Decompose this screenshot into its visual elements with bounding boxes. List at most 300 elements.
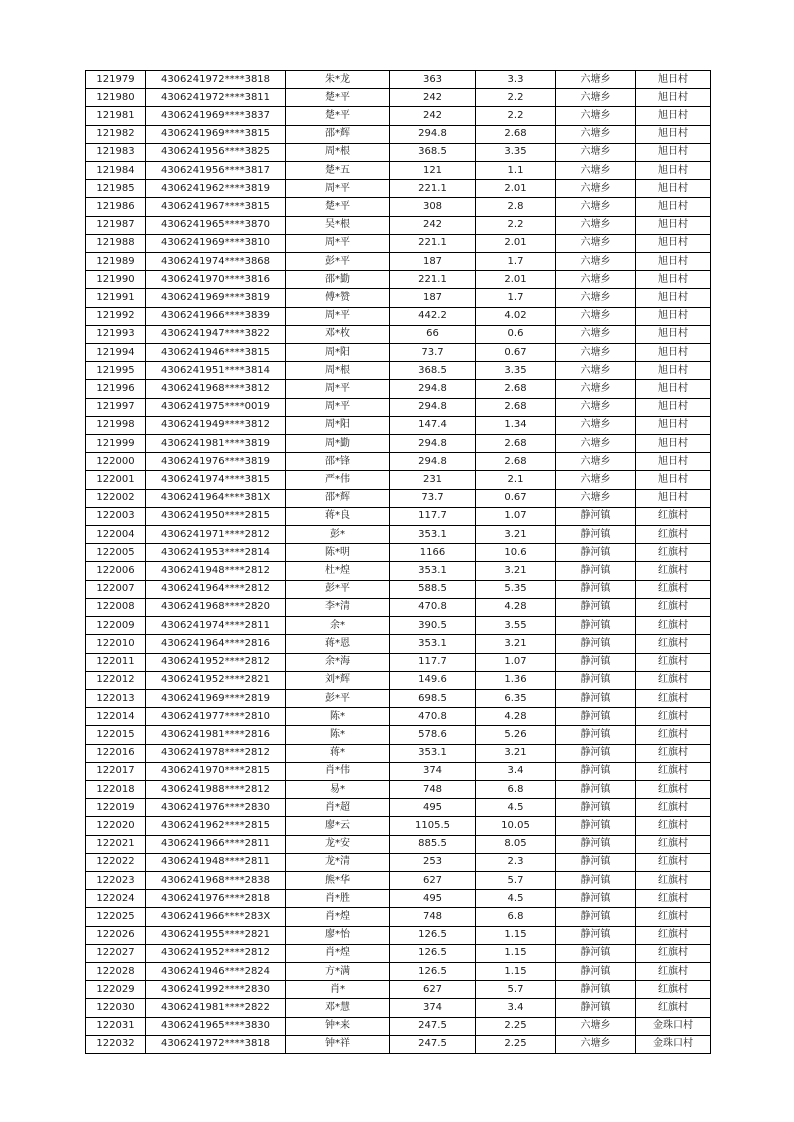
cell-id-number: 4306241966****283X	[146, 908, 286, 926]
cell-village: 红旗村	[636, 817, 711, 835]
cell-id-number: 4306241972****3818	[146, 71, 286, 89]
cell-township: 六塘乡	[556, 1017, 636, 1035]
cell-id-number: 4306241962****3819	[146, 180, 286, 198]
cell-area: 2.68	[476, 380, 556, 398]
cell-seq: 122012	[86, 671, 146, 689]
cell-village: 红旗村	[636, 617, 711, 635]
cell-village: 旭日村	[636, 253, 711, 271]
cell-township: 静河镇	[556, 962, 636, 980]
cell-area: 2.68	[476, 125, 556, 143]
table-row	[86, 435, 711, 453]
cell-village: 红旗村	[636, 780, 711, 798]
cell-seq: 122029	[86, 981, 146, 999]
cell-area: 4.5	[476, 890, 556, 908]
cell-id-number: 4306241975****0019	[146, 398, 286, 416]
cell-township: 静河镇	[556, 762, 636, 780]
cell-name: 蒋*良	[286, 507, 390, 525]
cell-name: 邵*勤	[286, 271, 390, 289]
cell-village: 红旗村	[636, 635, 711, 653]
cell-id-number: 4306241964****2812	[146, 580, 286, 598]
cell-area: 3.21	[476, 635, 556, 653]
table-row	[86, 143, 711, 161]
cell-township: 六塘乡	[556, 143, 636, 161]
cell-area: 1.07	[476, 507, 556, 525]
cell-area: 3.35	[476, 143, 556, 161]
cell-id-number: 4306241955****2821	[146, 926, 286, 944]
cell-id-number: 4306241964****2816	[146, 635, 286, 653]
cell-area: 1.34	[476, 416, 556, 434]
cell-name: 陈*	[286, 708, 390, 726]
cell-name: 余*	[286, 617, 390, 635]
table-row	[86, 544, 711, 562]
cell-amount: 1105.5	[390, 817, 476, 835]
cell-id-number: 4306241952****2812	[146, 653, 286, 671]
table-row	[86, 180, 711, 198]
cell-village: 旭日村	[636, 380, 711, 398]
cell-id-number: 4306241976****2818	[146, 890, 286, 908]
cell-village: 旭日村	[636, 307, 711, 325]
cell-township: 静河镇	[556, 835, 636, 853]
cell-township: 六塘乡	[556, 416, 636, 434]
cell-area: 5.26	[476, 726, 556, 744]
cell-name: 邵*辉	[286, 489, 390, 507]
cell-village: 旭日村	[636, 107, 711, 125]
table-row	[86, 489, 711, 507]
cell-id-number: 4306241972****3818	[146, 1035, 286, 1053]
cell-amount: 73.7	[390, 344, 476, 362]
cell-area: 4.28	[476, 598, 556, 616]
cell-village: 红旗村	[636, 926, 711, 944]
cell-name: 陈*明	[286, 544, 390, 562]
cell-township: 静河镇	[556, 708, 636, 726]
cell-township: 静河镇	[556, 689, 636, 707]
cell-name: 周*平	[286, 234, 390, 252]
cell-id-number: 4306241966****2811	[146, 835, 286, 853]
cell-area: 3.21	[476, 526, 556, 544]
cell-amount: 698.5	[390, 689, 476, 707]
cell-amount: 353.1	[390, 562, 476, 580]
cell-name: 吴*根	[286, 216, 390, 234]
table-row	[86, 744, 711, 762]
cell-id-number: 4306241968****2838	[146, 871, 286, 889]
cell-amount: 1166	[390, 544, 476, 562]
cell-name: 陈*	[286, 726, 390, 744]
cell-area: 10.6	[476, 544, 556, 562]
cell-id-number: 4306241969****3815	[146, 125, 286, 143]
cell-area: 3.21	[476, 744, 556, 762]
cell-village: 旭日村	[636, 435, 711, 453]
cell-id-number: 4306241978****2812	[146, 744, 286, 762]
table-row	[86, 635, 711, 653]
cell-area: 1.15	[476, 944, 556, 962]
cell-village: 旭日村	[636, 362, 711, 380]
table-row	[86, 981, 711, 999]
cell-seq: 122022	[86, 853, 146, 871]
cell-area: 3.55	[476, 617, 556, 635]
cell-area: 2.2	[476, 107, 556, 125]
cell-area: 0.67	[476, 344, 556, 362]
cell-area: 1.7	[476, 253, 556, 271]
table-row	[86, 125, 711, 143]
cell-area: 3.4	[476, 762, 556, 780]
table-row	[86, 653, 711, 671]
cell-name: 楚*五	[286, 162, 390, 180]
cell-amount: 247.5	[390, 1035, 476, 1053]
cell-township: 六塘乡	[556, 362, 636, 380]
cell-amount: 221.1	[390, 234, 476, 252]
cell-township: 静河镇	[556, 817, 636, 835]
cell-id-number: 4306241952****2821	[146, 671, 286, 689]
cell-township: 静河镇	[556, 617, 636, 635]
cell-id-number: 4306241977****2810	[146, 708, 286, 726]
cell-seq: 121996	[86, 380, 146, 398]
cell-area: 4.28	[476, 708, 556, 726]
cell-village: 红旗村	[636, 762, 711, 780]
cell-seq: 122030	[86, 999, 146, 1017]
table-row	[86, 562, 711, 580]
cell-village: 红旗村	[636, 544, 711, 562]
cell-seq: 121985	[86, 180, 146, 198]
cell-name: 楚*平	[286, 89, 390, 107]
table-row	[86, 689, 711, 707]
cell-seq: 122007	[86, 580, 146, 598]
cell-id-number: 4306241967****3815	[146, 198, 286, 216]
cell-id-number: 4306241981****2822	[146, 999, 286, 1017]
cell-name: 肖*伟	[286, 762, 390, 780]
cell-village: 红旗村	[636, 962, 711, 980]
cell-name: 龙*清	[286, 853, 390, 871]
cell-area: 0.6	[476, 325, 556, 343]
table-row	[86, 362, 711, 380]
table-row	[86, 617, 711, 635]
cell-amount: 66	[390, 325, 476, 343]
cell-village: 旭日村	[636, 271, 711, 289]
cell-amount: 748	[390, 908, 476, 926]
cell-name: 彭*平	[286, 253, 390, 271]
cell-township: 六塘乡	[556, 344, 636, 362]
cell-township: 静河镇	[556, 890, 636, 908]
cell-village: 旭日村	[636, 180, 711, 198]
cell-name: 楚*平	[286, 107, 390, 125]
cell-township: 六塘乡	[556, 180, 636, 198]
cell-village: 旭日村	[636, 216, 711, 234]
cell-seq: 122014	[86, 708, 146, 726]
table-row	[86, 726, 711, 744]
cell-amount: 294.8	[390, 435, 476, 453]
cell-township: 六塘乡	[556, 307, 636, 325]
cell-amount: 368.5	[390, 143, 476, 161]
cell-seq: 122017	[86, 762, 146, 780]
cell-id-number: 4306241965****3830	[146, 1017, 286, 1035]
cell-township: 静河镇	[556, 871, 636, 889]
cell-area: 3.4	[476, 999, 556, 1017]
cell-id-number: 4306241949****3812	[146, 416, 286, 434]
cell-amount: 73.7	[390, 489, 476, 507]
cell-id-number: 4306241950****2815	[146, 507, 286, 525]
cell-name: 肖*	[286, 981, 390, 999]
cell-township: 静河镇	[556, 799, 636, 817]
cell-township: 六塘乡	[556, 271, 636, 289]
cell-township: 静河镇	[556, 635, 636, 653]
cell-area: 0.67	[476, 489, 556, 507]
cell-amount: 121	[390, 162, 476, 180]
cell-name: 彭*平	[286, 580, 390, 598]
table-row	[86, 471, 711, 489]
cell-id-number: 4306241981****2816	[146, 726, 286, 744]
cell-seq: 121979	[86, 71, 146, 89]
cell-seq: 121994	[86, 344, 146, 362]
cell-name: 傅*赞	[286, 289, 390, 307]
cell-amount: 126.5	[390, 962, 476, 980]
cell-area: 3.21	[476, 562, 556, 580]
table-row	[86, 253, 711, 271]
cell-village: 旭日村	[636, 325, 711, 343]
cell-seq: 121986	[86, 198, 146, 216]
cell-name: 易*	[286, 780, 390, 798]
cell-seq: 122019	[86, 799, 146, 817]
cell-township: 静河镇	[556, 580, 636, 598]
cell-name: 方*满	[286, 962, 390, 980]
cell-seq: 122011	[86, 653, 146, 671]
cell-area: 2.01	[476, 271, 556, 289]
table-row	[86, 580, 711, 598]
table-row	[86, 307, 711, 325]
table-row	[86, 944, 711, 962]
cell-id-number: 4306241971****2812	[146, 526, 286, 544]
cell-seq: 122028	[86, 962, 146, 980]
cell-amount: 242	[390, 107, 476, 125]
data-table	[85, 70, 711, 1054]
cell-village: 红旗村	[636, 908, 711, 926]
cell-village: 红旗村	[636, 835, 711, 853]
cell-area: 5.7	[476, 871, 556, 889]
cell-seq: 122032	[86, 1035, 146, 1053]
cell-seq: 121995	[86, 362, 146, 380]
cell-village: 旭日村	[636, 344, 711, 362]
cell-township: 六塘乡	[556, 1035, 636, 1053]
cell-area: 6.8	[476, 780, 556, 798]
cell-name: 熊*华	[286, 871, 390, 889]
cell-amount: 588.5	[390, 580, 476, 598]
cell-seq: 121993	[86, 325, 146, 343]
cell-area: 2.2	[476, 89, 556, 107]
table-row	[86, 962, 711, 980]
cell-seq: 121997	[86, 398, 146, 416]
cell-seq: 122005	[86, 544, 146, 562]
cell-name: 周*根	[286, 143, 390, 161]
cell-id-number: 4306241968****2820	[146, 598, 286, 616]
cell-amount: 353.1	[390, 526, 476, 544]
cell-seq: 122006	[86, 562, 146, 580]
cell-township: 六塘乡	[556, 253, 636, 271]
cell-amount: 117.7	[390, 653, 476, 671]
cell-amount: 247.5	[390, 1017, 476, 1035]
cell-seq: 122010	[86, 635, 146, 653]
cell-township: 静河镇	[556, 544, 636, 562]
cell-seq: 121984	[86, 162, 146, 180]
cell-amount: 308	[390, 198, 476, 216]
cell-name: 廖*怡	[286, 926, 390, 944]
table-body	[86, 71, 711, 1054]
cell-township: 六塘乡	[556, 125, 636, 143]
cell-village: 红旗村	[636, 871, 711, 889]
cell-amount: 363	[390, 71, 476, 89]
table-row	[86, 799, 711, 817]
cell-id-number: 4306241976****2830	[146, 799, 286, 817]
cell-amount: 374	[390, 762, 476, 780]
table-row	[86, 671, 711, 689]
cell-name: 周*阳	[286, 416, 390, 434]
cell-amount: 221.1	[390, 180, 476, 198]
cell-id-number: 4306241976****3819	[146, 453, 286, 471]
cell-village: 旭日村	[636, 289, 711, 307]
cell-village: 红旗村	[636, 981, 711, 999]
cell-seq: 121999	[86, 435, 146, 453]
cell-area: 2.1	[476, 471, 556, 489]
cell-id-number: 4306241946****3815	[146, 344, 286, 362]
cell-township: 静河镇	[556, 726, 636, 744]
cell-amount: 294.8	[390, 380, 476, 398]
cell-village: 红旗村	[636, 853, 711, 871]
cell-village: 旭日村	[636, 453, 711, 471]
cell-seq: 122025	[86, 908, 146, 926]
table-row	[86, 526, 711, 544]
cell-township: 六塘乡	[556, 71, 636, 89]
cell-township: 静河镇	[556, 853, 636, 871]
cell-village: 旭日村	[636, 143, 711, 161]
cell-area: 1.1	[476, 162, 556, 180]
cell-area: 8.05	[476, 835, 556, 853]
cell-id-number: 4306241968****3812	[146, 380, 286, 398]
cell-village: 红旗村	[636, 689, 711, 707]
cell-seq: 122015	[86, 726, 146, 744]
table-row	[86, 416, 711, 434]
cell-village: 红旗村	[636, 744, 711, 762]
cell-township: 六塘乡	[556, 289, 636, 307]
cell-seq: 121998	[86, 416, 146, 434]
cell-amount: 126.5	[390, 926, 476, 944]
cell-seq: 121987	[86, 216, 146, 234]
cell-amount: 748	[390, 780, 476, 798]
cell-amount: 470.8	[390, 598, 476, 616]
table-row	[86, 234, 711, 252]
cell-name: 彭*	[286, 526, 390, 544]
cell-seq: 122024	[86, 890, 146, 908]
cell-township: 静河镇	[556, 653, 636, 671]
table-row	[86, 890, 711, 908]
cell-id-number: 4306241956****3817	[146, 162, 286, 180]
cell-village: 旭日村	[636, 471, 711, 489]
cell-seq: 122031	[86, 1017, 146, 1035]
cell-area: 1.7	[476, 289, 556, 307]
cell-area: 2.8	[476, 198, 556, 216]
cell-seq: 122002	[86, 489, 146, 507]
cell-area: 1.07	[476, 653, 556, 671]
cell-seq: 121980	[86, 89, 146, 107]
cell-seq: 121990	[86, 271, 146, 289]
cell-seq: 122003	[86, 507, 146, 525]
table-row	[86, 380, 711, 398]
cell-village: 旭日村	[636, 89, 711, 107]
cell-township: 六塘乡	[556, 107, 636, 125]
cell-name: 邓*枚	[286, 325, 390, 343]
cell-amount: 470.8	[390, 708, 476, 726]
cell-seq: 122009	[86, 617, 146, 635]
cell-township: 静河镇	[556, 944, 636, 962]
cell-id-number: 4306241966****3839	[146, 307, 286, 325]
cell-area: 3.35	[476, 362, 556, 380]
cell-township: 静河镇	[556, 908, 636, 926]
cell-area: 2.68	[476, 453, 556, 471]
cell-area: 2.01	[476, 180, 556, 198]
cell-township: 静河镇	[556, 744, 636, 762]
cell-village: 红旗村	[636, 726, 711, 744]
cell-area: 10.05	[476, 817, 556, 835]
cell-name: 廖*云	[286, 817, 390, 835]
cell-name: 钟*祥	[286, 1035, 390, 1053]
cell-village: 红旗村	[636, 653, 711, 671]
cell-township: 六塘乡	[556, 398, 636, 416]
cell-name: 蒋*	[286, 744, 390, 762]
cell-name: 朱*龙	[286, 71, 390, 89]
cell-township: 静河镇	[556, 671, 636, 689]
cell-seq: 121988	[86, 234, 146, 252]
cell-village: 旭日村	[636, 162, 711, 180]
cell-township: 静河镇	[556, 981, 636, 999]
cell-village: 金珠口村	[636, 1017, 711, 1035]
cell-village: 旭日村	[636, 198, 711, 216]
cell-id-number: 4306241970****3816	[146, 271, 286, 289]
cell-area: 4.5	[476, 799, 556, 817]
cell-township: 六塘乡	[556, 325, 636, 343]
cell-area: 5.7	[476, 981, 556, 999]
cell-id-number: 4306241948****2812	[146, 562, 286, 580]
table-row	[86, 908, 711, 926]
cell-seq: 122023	[86, 871, 146, 889]
cell-area: 5.35	[476, 580, 556, 598]
cell-name: 周*平	[286, 398, 390, 416]
cell-name: 邵*辉	[286, 125, 390, 143]
cell-id-number: 4306241948****2811	[146, 853, 286, 871]
cell-seq: 122008	[86, 598, 146, 616]
cell-amount: 495	[390, 799, 476, 817]
cell-township: 静河镇	[556, 780, 636, 798]
cell-amount: 578.6	[390, 726, 476, 744]
cell-name: 龙*安	[286, 835, 390, 853]
cell-village: 红旗村	[636, 562, 711, 580]
cell-amount: 242	[390, 89, 476, 107]
cell-township: 静河镇	[556, 926, 636, 944]
cell-township: 六塘乡	[556, 471, 636, 489]
table-row	[86, 871, 711, 889]
cell-amount: 149.6	[390, 671, 476, 689]
cell-id-number: 4306241947****3822	[146, 325, 286, 343]
table-row	[86, 271, 711, 289]
cell-id-number: 4306241972****3811	[146, 89, 286, 107]
table-row	[86, 198, 711, 216]
cell-seq: 122016	[86, 744, 146, 762]
cell-area: 6.8	[476, 908, 556, 926]
cell-name: 严*伟	[286, 471, 390, 489]
cell-name: 李*清	[286, 598, 390, 616]
cell-amount: 253	[390, 853, 476, 871]
cell-area: 2.3	[476, 853, 556, 871]
cell-amount: 368.5	[390, 362, 476, 380]
cell-id-number: 4306241952****2812	[146, 944, 286, 962]
cell-name: 钟*来	[286, 1017, 390, 1035]
cell-amount: 374	[390, 999, 476, 1017]
cell-township: 六塘乡	[556, 489, 636, 507]
